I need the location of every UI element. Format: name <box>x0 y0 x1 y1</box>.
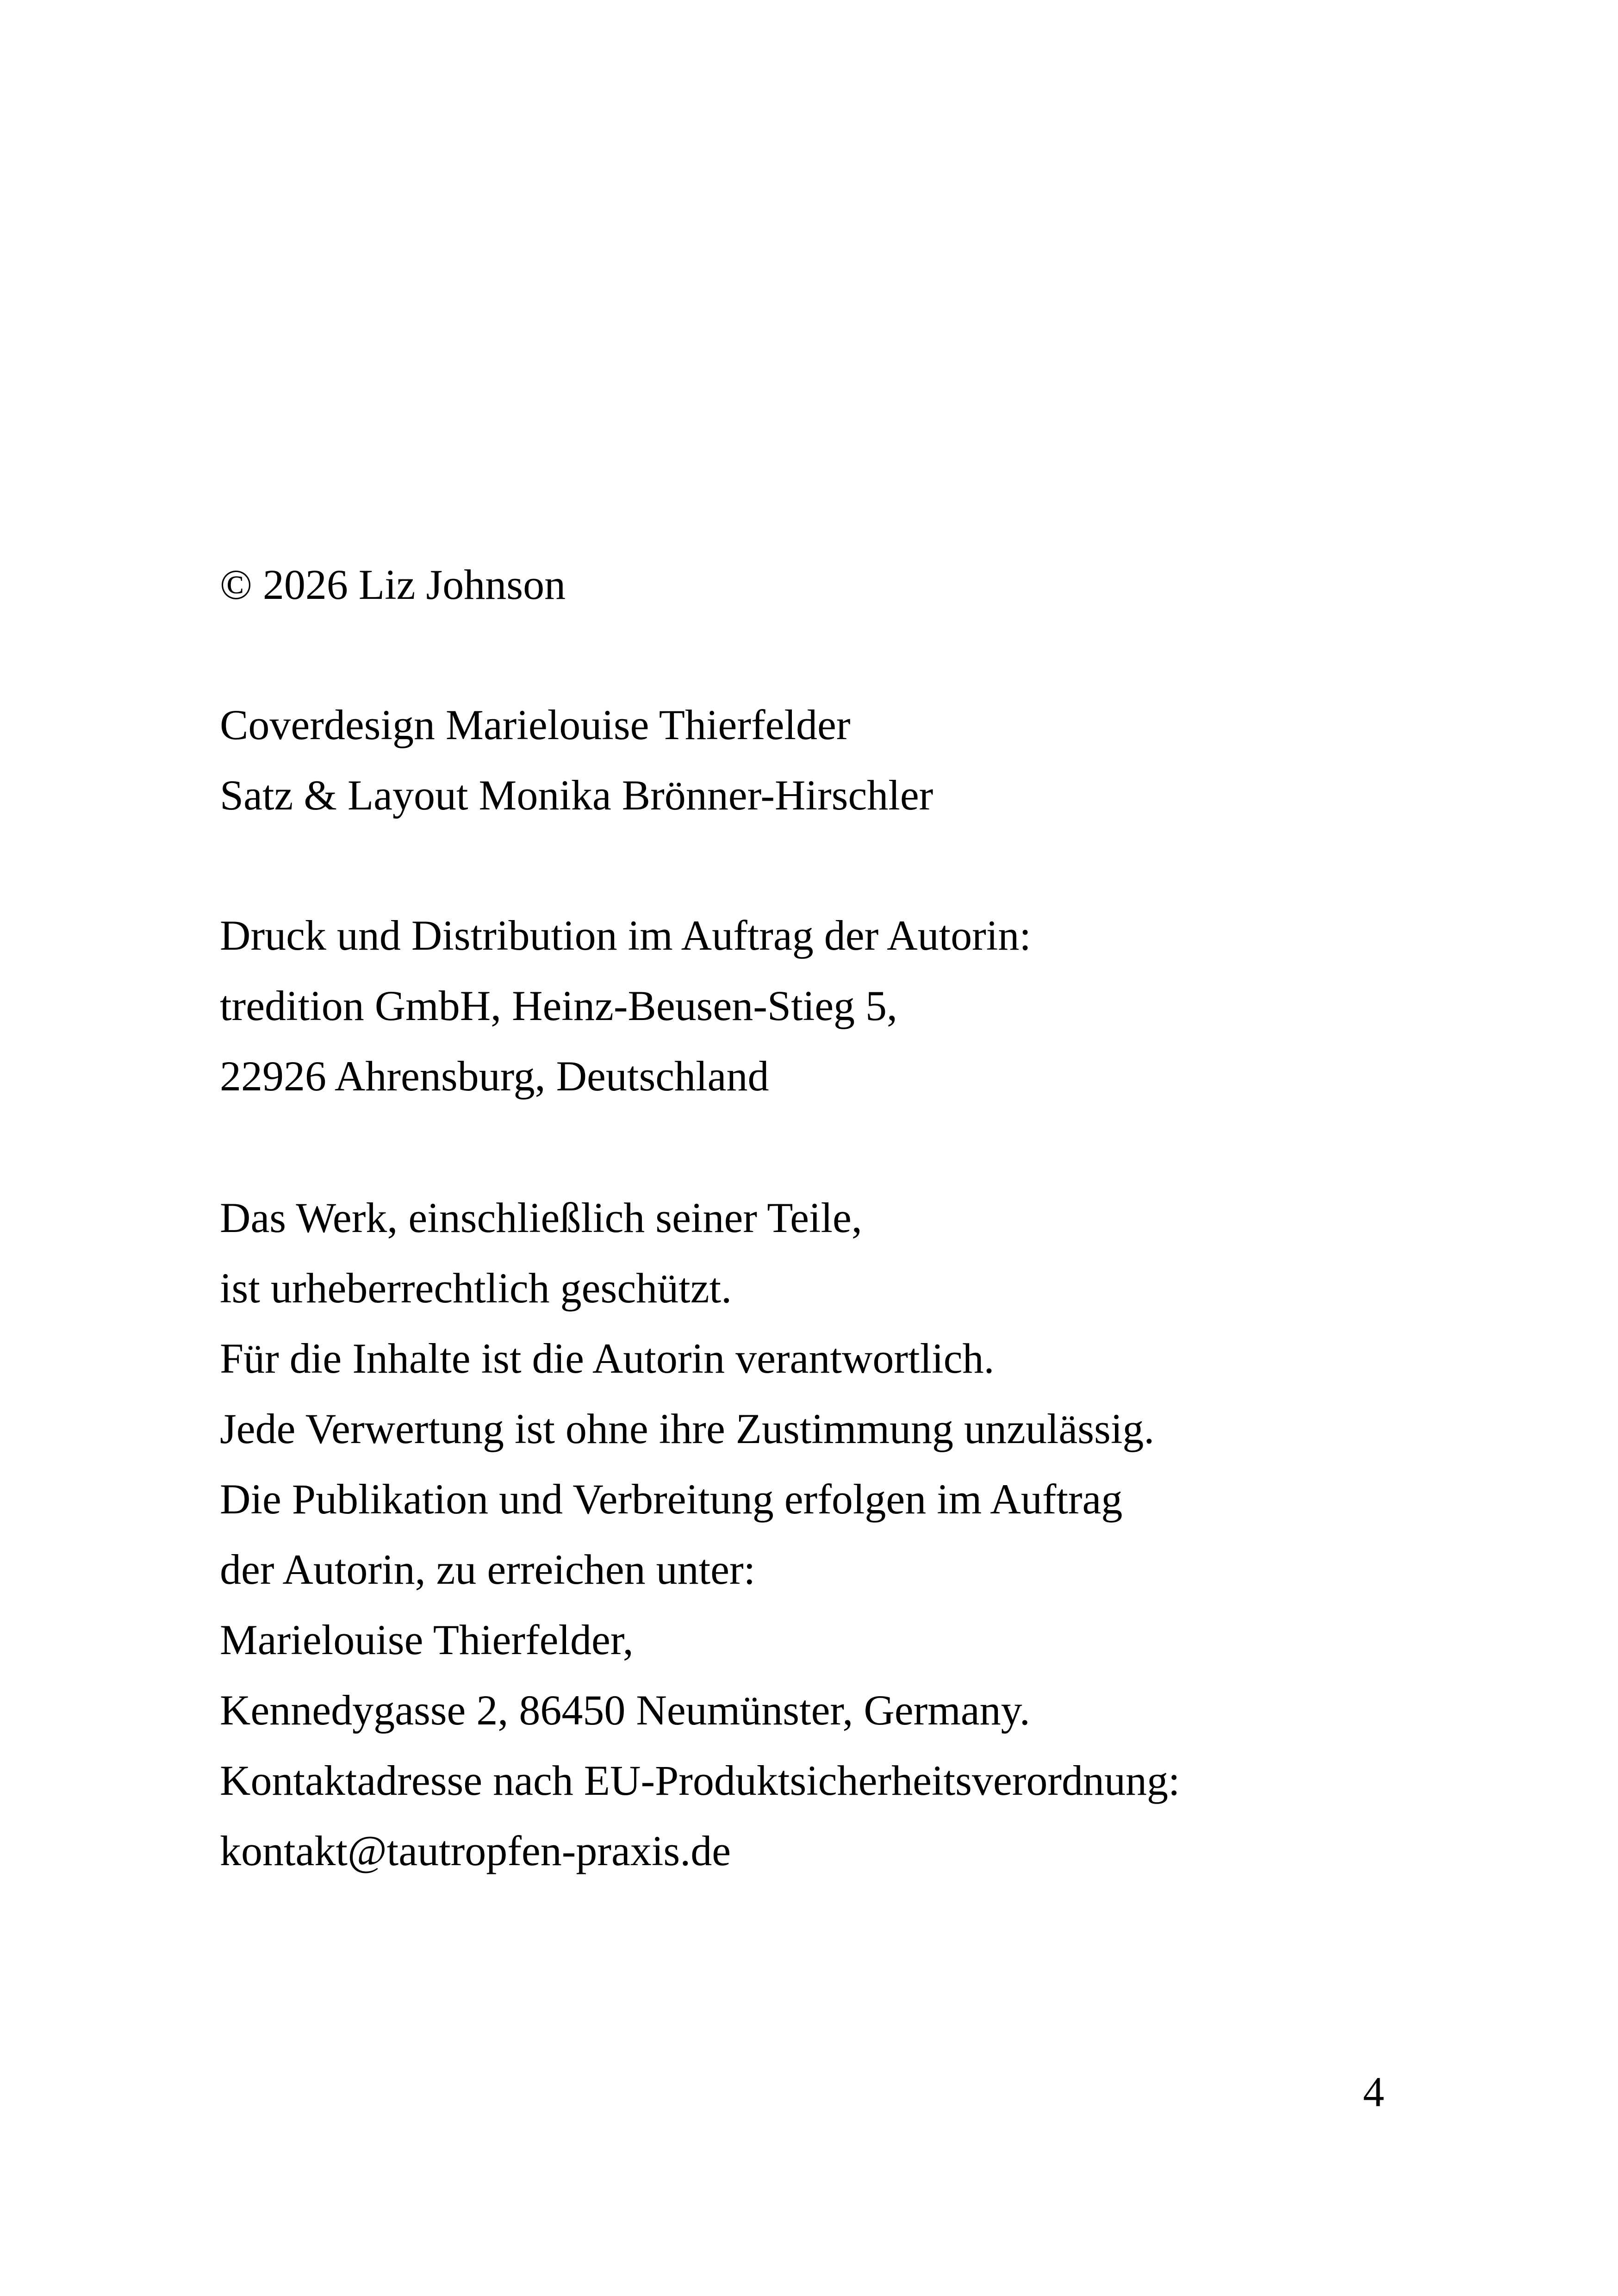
layout-credit: Satz & Layout Monika Brönner-Hirschler <box>220 772 933 819</box>
copyright-notice: © 2026 Liz Johnson <box>220 561 566 608</box>
contact-email: kontakt@tautropfen-praxis.de <box>220 1827 731 1874</box>
legal-line: Das Werk, einschließlich seiner Teile, <box>220 1194 862 1241</box>
legal-line: Jede Verwertung ist ohne ihre Zustimmung unzulässig. <box>220 1405 1155 1452</box>
printing-line: Druck und Distribution im Auftrag der Autorin: <box>220 912 1031 959</box>
printing-distribution-block <box>220 900 1031 1111</box>
page-number: 4 <box>1363 2068 1384 2116</box>
legal-line: Die Publikation und Verbreitung erfolgen im Auftrag <box>220 1475 1123 1523</box>
credits-block <box>220 690 933 830</box>
cover-design-credit: Coverdesign Marielouise Thierfelder <box>220 701 851 748</box>
legal-line: ist urheberrechtlich geschützt. <box>220 1264 732 1312</box>
legal-line: Für die Inhalte ist die Autorin verantwortlich. <box>220 1335 995 1382</box>
contact-name: Marielouise Thierfelder, <box>220 1616 634 1663</box>
contact-address: Kennedygasse 2, 86450 Neumünster, Germany. <box>220 1686 1030 1734</box>
legal-line: der Autorin, zu erreichen unter: <box>220 1546 756 1593</box>
legal-line: Kontaktadresse nach EU-Produktsicherheitsverordnung: <box>220 1757 1180 1804</box>
printing-line: 22926 Ahrensburg, Deutschland <box>220 1052 769 1100</box>
legal-notice-block <box>220 1182 1180 1886</box>
printing-line: tredition GmbH, Heinz-Beusen-Stieg 5, <box>220 982 898 1029</box>
